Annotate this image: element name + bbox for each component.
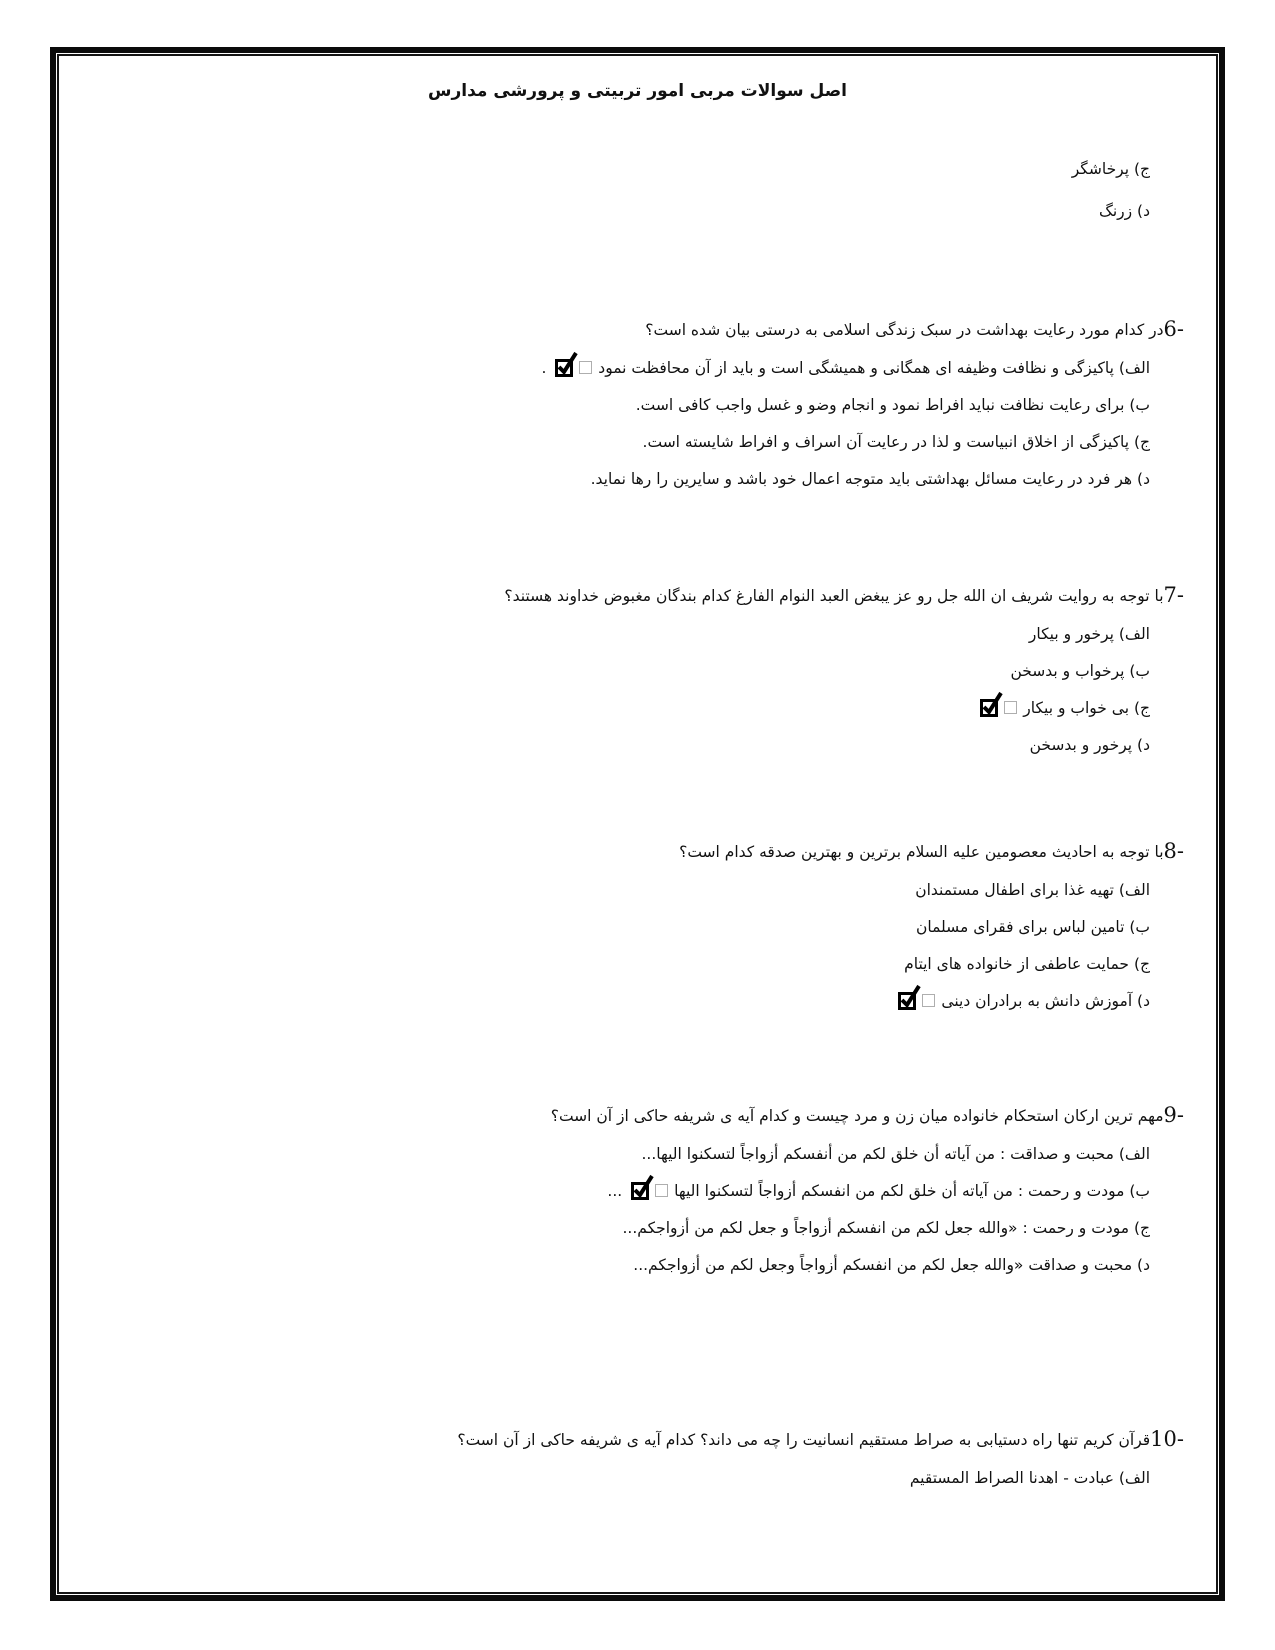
- option: [89, 727, 1186, 764]
- option-text: الف) محبت و صداقت : من آیاته أن خلق لکم من أنفسکم أزواجاً لتسکنوا الیها...: [641, 1145, 1150, 1163]
- option-text: ب) مودت و رحمت : من آیاته أن خلق لکم من انفسکم أزواجاً لتسکنوا الیها: [674, 1182, 1150, 1200]
- option-text: د) هر فرد در رعایت مسائل بهداشتی باید متوجه اعمال خود باشد و سایرین را رها نماید.: [590, 470, 1150, 488]
- question-number: 7-: [1163, 583, 1184, 607]
- question-9: [89, 1094, 1186, 1284]
- option-text: الف) تهیه غذا برای اطفال مستمندان: [915, 881, 1150, 899]
- option-text: ب) برای رعایت نظافت نباید افراط نمود و انجام وضو و غسل واجب کافی است.: [635, 396, 1150, 414]
- option: [89, 350, 1186, 387]
- option-text: د) آموزش دانش به برادران دینی: [941, 992, 1150, 1010]
- checked-checkbox-icon: [980, 699, 998, 717]
- option: [89, 690, 1186, 727]
- empty-checkbox-icon: [922, 994, 935, 1007]
- option-text: الف) پرخور و بیکار: [1028, 625, 1150, 643]
- option-text: ج) پاکیزگی از اخلاق انبیاست و لذا در رعایت آن اسراف و افراط شایسته است.: [642, 433, 1150, 451]
- option: [89, 1173, 1186, 1210]
- option: [89, 461, 1186, 498]
- question-stem: [89, 830, 1186, 872]
- question-10: [89, 1418, 1186, 1497]
- option: [89, 387, 1186, 424]
- question-number: 8-: [1163, 839, 1184, 863]
- option-suffix: ...: [607, 1182, 628, 1200]
- question-8: [89, 830, 1186, 1020]
- option-text: د) زرنگ: [1098, 202, 1150, 220]
- option-text: ج) پرخاشگر: [1071, 160, 1150, 178]
- question-text: در کدام مورد رعایت بهداشت در سبک زندگی اسلامی به درستی بیان شده است؟: [645, 321, 1164, 339]
- option-suffix: .: [541, 359, 552, 377]
- question-text: مهم ترین ارکان استحکام خانواده میان زن و مرد چیست و کدام آیه ی شریفه حاکی از آن است؟: [550, 1107, 1164, 1125]
- empty-checkbox-icon: [655, 1184, 668, 1197]
- previous-question-options: [89, 148, 1186, 232]
- question-text: با توجه به روایت شریف ان الله جل رو عز یبغض العبد النوام الفارغ کدام بندگان مغبوض خداوند هستند؟: [504, 587, 1164, 605]
- option: [89, 909, 1186, 946]
- question-stem: [89, 574, 1186, 616]
- question-number: 10-: [1150, 1427, 1184, 1451]
- option-text: ج) حمایت عاطفی از خانواده های ایتام: [904, 955, 1150, 973]
- option: [89, 653, 1186, 690]
- checked-checkbox-icon: [898, 992, 916, 1010]
- question-7: [89, 574, 1186, 764]
- question-6: [89, 308, 1186, 498]
- option-text: ب) تامین لباس برای فقرای مسلمان: [915, 918, 1150, 936]
- option: [89, 616, 1186, 653]
- option: [89, 983, 1186, 1020]
- option: [89, 1247, 1186, 1284]
- checked-checkbox-icon: [555, 359, 573, 377]
- option-text: د) پرخور و بدسخن: [1029, 736, 1150, 754]
- option: [89, 190, 1150, 232]
- empty-checkbox-icon: [579, 361, 592, 374]
- question-text: قرآن کریم تنها راه دستیابی به صراط مستقیم انسانیت را چه می داند؟ کدام آیه ی شریفه حاکی از آن است؟: [457, 1431, 1151, 1449]
- option-text: الف) عبادت - اهدنا الصراط المستقیم: [909, 1469, 1150, 1487]
- question-stem: [89, 308, 1186, 350]
- question-stem: [89, 1418, 1186, 1460]
- question-stem: [89, 1094, 1186, 1136]
- question-text: با توجه به احادیث معصومین علیه السلام برترین و بهترین صدقه کدام است؟: [679, 843, 1164, 861]
- option: [89, 1136, 1186, 1173]
- option: [89, 148, 1150, 190]
- page-border-frame: [50, 47, 1225, 1601]
- option-text: د) محبت و صداقت «والله جعل لکم من انفسکم أزواجاً وجعل لکم من أزواجکم...: [633, 1256, 1150, 1274]
- document-title: اصل سوالات مربی امور تربیتی و پرورشی مدارس: [428, 81, 847, 101]
- option: [89, 1210, 1186, 1247]
- option: [89, 872, 1186, 909]
- option-text: ج) مودت و رحمت : «والله جعل لکم من انفسکم أزواجاً و جعل لکم من أزواجکم...: [622, 1219, 1150, 1237]
- option: [89, 946, 1186, 983]
- empty-checkbox-icon: [1004, 701, 1017, 714]
- checked-checkbox-icon: [631, 1182, 649, 1200]
- page-content: [59, 56, 1216, 1592]
- option: [89, 1460, 1186, 1497]
- question-number: 9-: [1163, 1103, 1184, 1127]
- option: [89, 424, 1186, 461]
- option-text: ب) پرخواب و بدسخن: [1010, 662, 1150, 680]
- option-text: الف) پاکیزگی و نظافت وظیفه ای همگانی و همیشگی است و باید از آن محافظت نمود: [598, 359, 1150, 377]
- option-text: ج) بی خواب و بیکار: [1023, 699, 1150, 717]
- question-number: 6-: [1163, 317, 1184, 341]
- page-border-inner-line: [57, 54, 1218, 1594]
